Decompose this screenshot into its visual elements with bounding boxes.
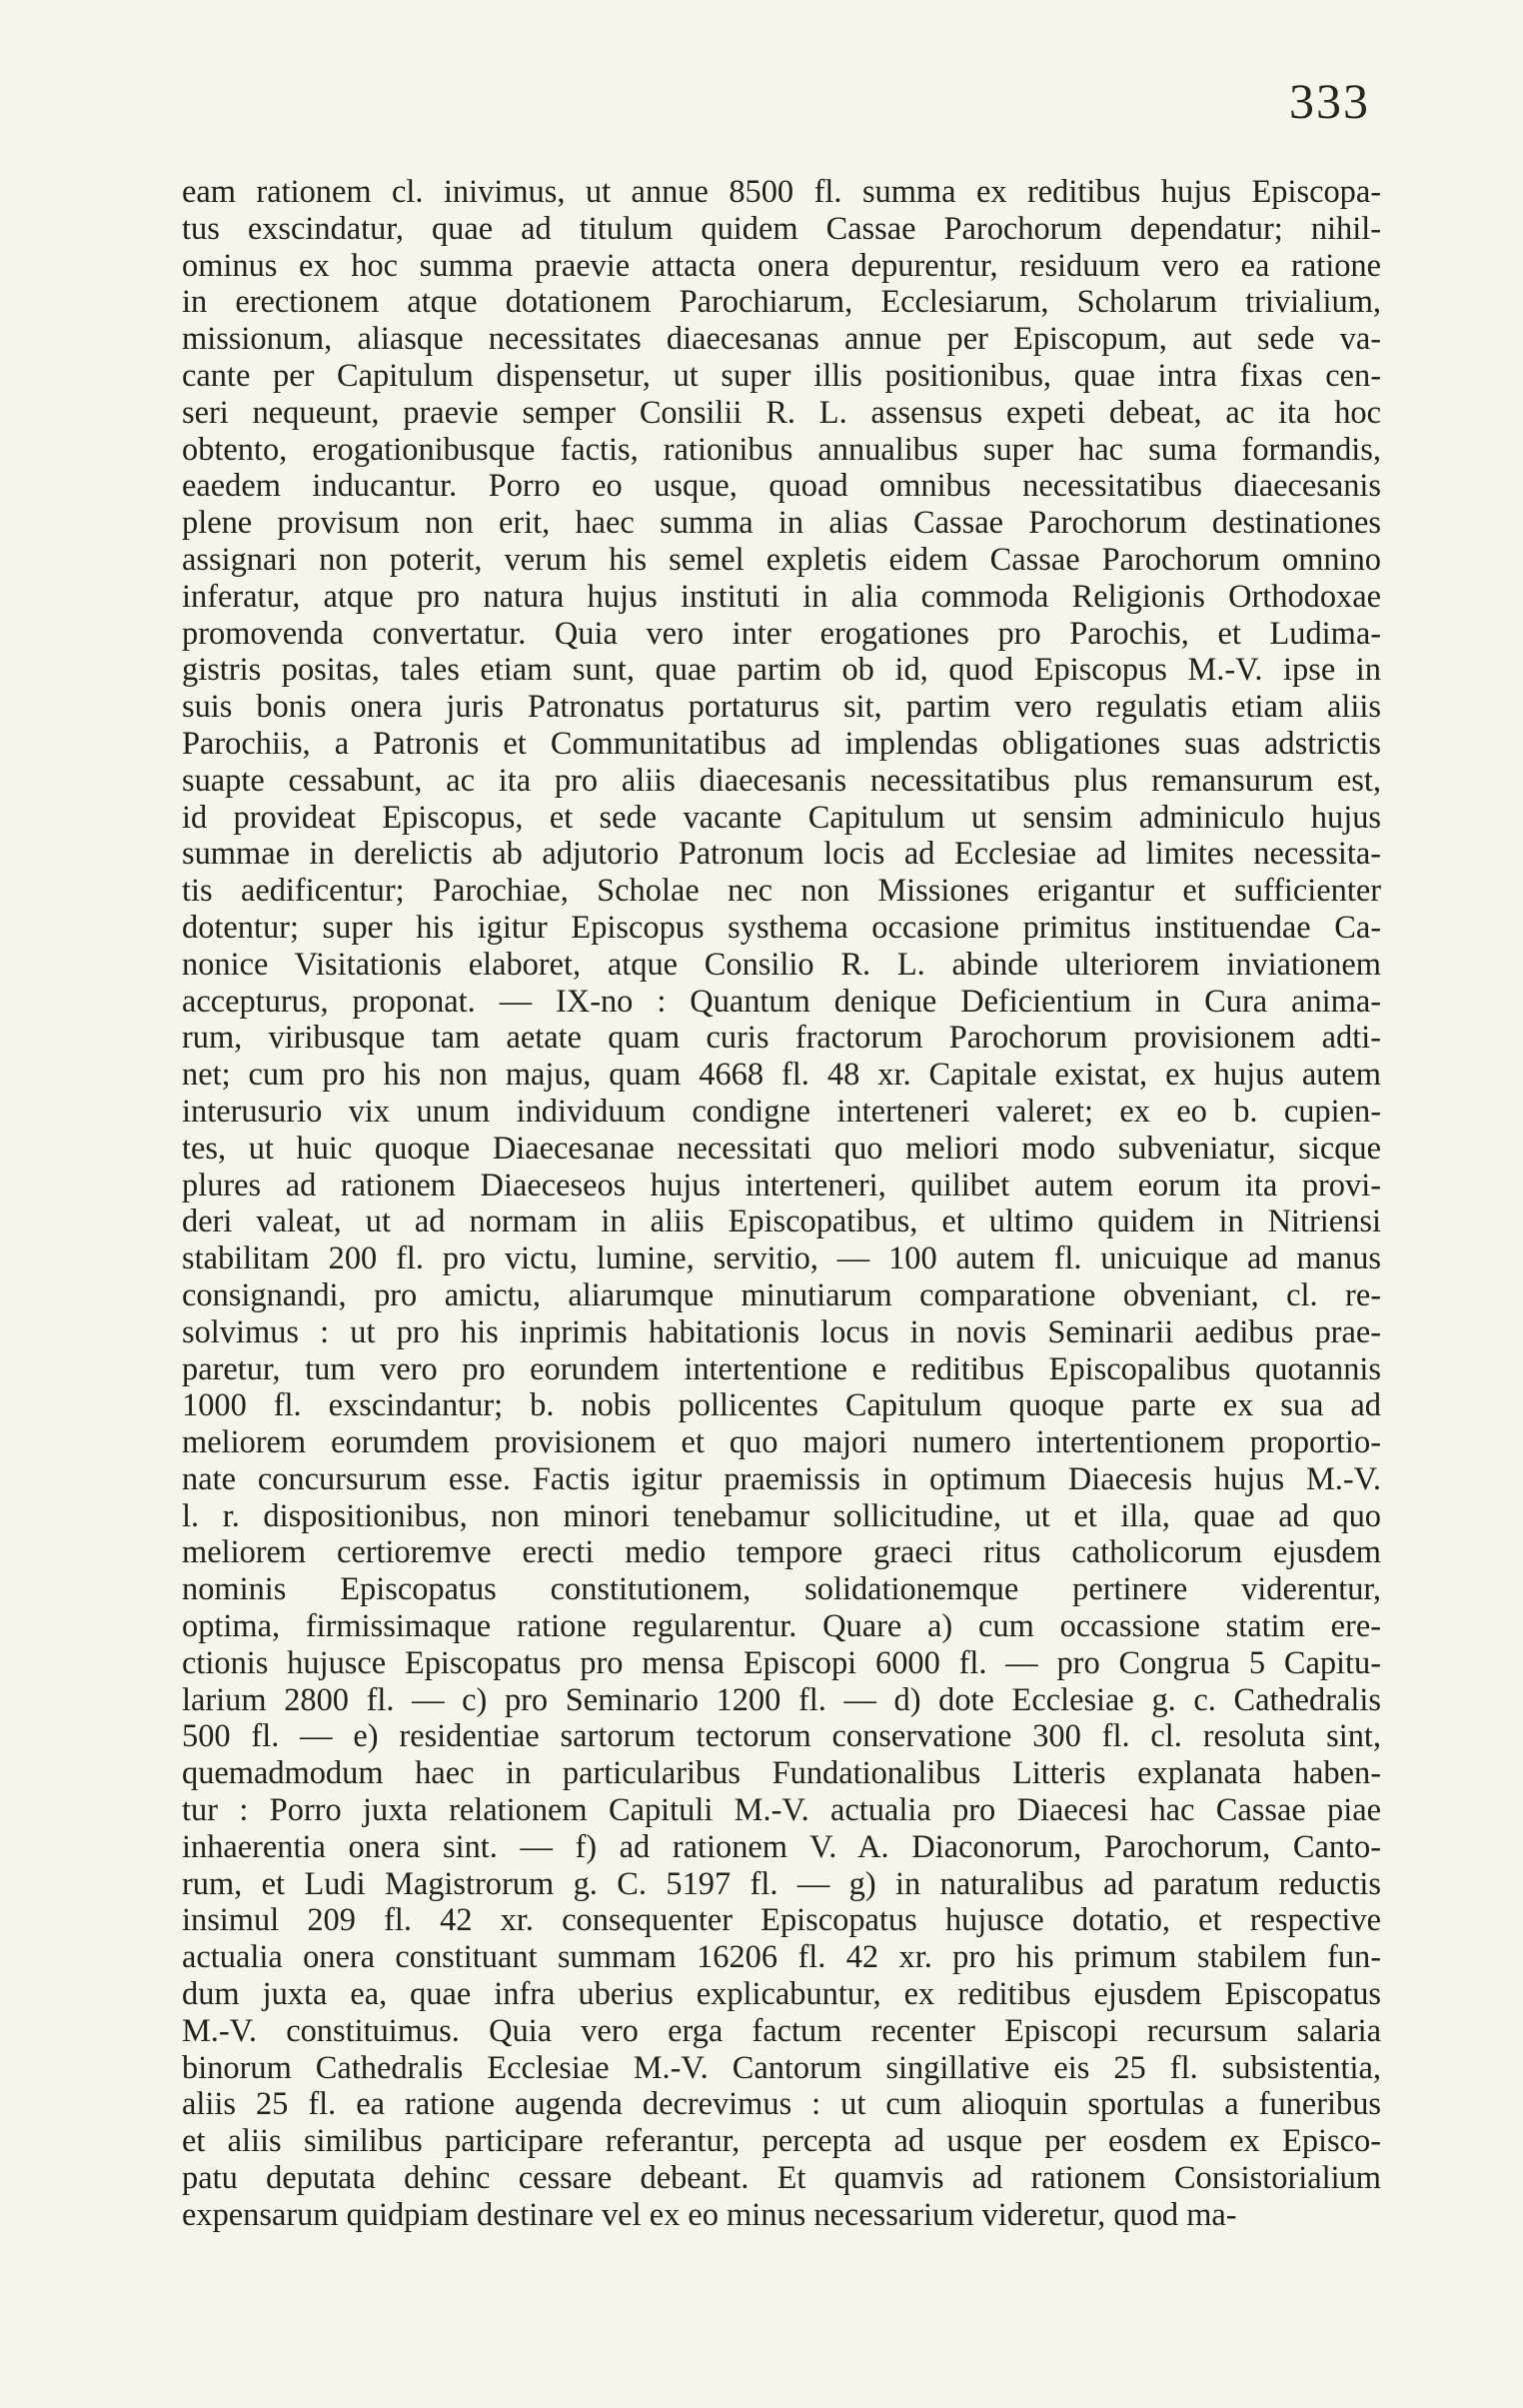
text-line: aliis 25 fl. ea ratione augenda decrevimus : ut cum alioquin sportulas a funeribus <box>182 2086 1381 2123</box>
text-line: inferatur, atque pro natura hujus instituti in alia commoda Religionis Orthodoxae <box>182 578 1381 615</box>
text-line: tis aedificentur; Parochiae, Scholae nec non Missiones erigantur et sufficienter <box>182 873 1381 910</box>
text-line: gistris positas, tales etiam sunt, quae partim ob id, quod Episcopus M.-V. ipse in <box>182 652 1381 689</box>
text-line: obtento, erogationibusque factis, rationibus annualibus super hac suma formandis, <box>182 431 1381 468</box>
text-line: dum juxta ea, quae infra uberius explicabuntur, ex reditibus ejusdem Episcopatus <box>182 1976 1381 2013</box>
text-line: actualia onera constituant summam 16206 fl. 42 xr. pro his primum stabilem fun- <box>182 1939 1381 1976</box>
text-line: Parochiis, a Patronis et Communitatibus ad implendas obligationes suas adstrictis <box>182 725 1381 762</box>
text-line: 1000 fl. exscindantur; b. nobis pollicentes Capitulum quoque parte ex sua ad <box>182 1387 1381 1424</box>
text-line: 500 fl. — e) residentiae sartorum tectorum conservatione 300 fl. cl. resoluta sint, <box>182 1718 1381 1755</box>
text-line: promovenda convertatur. Quia vero inter erogationes pro Parochis, et Ludima- <box>182 615 1381 652</box>
text-line: et aliis similibus participare referantur, percepta ad usque per eosdem ex Episco- <box>182 2123 1381 2160</box>
text-line: binorum Cathedralis Ecclesiae M.-V. Cantorum singillative eis 25 fl. subsistentia, <box>182 2049 1381 2086</box>
text-line: summae in derelictis ab adjutorio Patronum locis ad Ecclesiae ad limites necessita- <box>182 836 1381 873</box>
body-text <box>182 174 1381 2234</box>
text-line: nonice Visitationis elaboret, atque Consilio R. L. abinde ulteriorem inviationem <box>182 946 1381 983</box>
text-line: missionum, aliasque necessitates diaecesanas annue per Episcopum, aut sede va- <box>182 321 1381 358</box>
text-line: stabilitam 200 fl. pro victu, lumine, servitio, — 100 autem fl. unicuique ad manus <box>182 1240 1381 1277</box>
text-line: tes, ut huic quoque Diaecesanae necessitati quo meliori modo subveniatur, sicque <box>182 1130 1381 1167</box>
text-line: nate concursurum esse. Factis igitur praemissis in optimum Diaecesis hujus M.-V. <box>182 1460 1381 1497</box>
text-line: consignandi, pro amictu, aliarumque minutiarum comparatione obveniant, cl. re- <box>182 1276 1381 1313</box>
text-line: dotentur; super his igitur Episcopus systhema occasione primitus instituendae Ca- <box>182 909 1381 946</box>
page-number: 333 <box>1289 73 1370 129</box>
text-line: tur : Porro juxta relationem Capituli M.-V. actualia pro Diaecesi hac Cassae piae <box>182 1792 1381 1829</box>
text-line: l. r. dispositionibus, non minori tenebamur sollicitudine, ut et illa, quae ad quo <box>182 1497 1381 1534</box>
text-line: M.-V. constituimus. Quia vero erga factum recenter Episcopi recursum salaria <box>182 2012 1381 2049</box>
text-line: suis bonis onera juris Patronatus portaturus sit, partim vero regulatis etiam aliis <box>182 689 1381 726</box>
text-line: patu deputata dehinc cessare debeant. Et quamvis ad rationem Consistorialium <box>182 2160 1381 2197</box>
text-line: in erectionem atque dotationem Parochiarum, Ecclesiarum, Scholarum trivialium, <box>182 284 1381 321</box>
text-line: deri valeat, ut ad normam in aliis Episcopatibus, et ultimo quidem in Nitriensi <box>182 1204 1381 1240</box>
text-line: meliorem certioremve erecti medio tempore graeci ritus catholicorum ejusdem <box>182 1534 1381 1571</box>
text-line: paretur, tum vero pro eorundem intertentione e reditibus Episcopalibus quotannis <box>182 1350 1381 1387</box>
text-line: assignari non poterit, verum his semel expletis eidem Cassae Parochorum omnino <box>182 541 1381 578</box>
text-line: larium 2800 fl. — c) pro Seminario 1200 fl. — d) dote Ecclesiae g. c. Cathedralis <box>182 1681 1381 1718</box>
text-line: optima, firmissimaque ratione regularentur. Quare a) cum occassione statim ere- <box>182 1608 1381 1645</box>
text-line: tus exscindatur, quae ad titulum quidem Cassae Parochorum dependatur; nihil- <box>182 210 1381 247</box>
text-line: rum, viribusque tam aetate quam curis fractorum Parochorum provisionem adti- <box>182 1020 1381 1057</box>
text-line: nominis Episcopatus constitutionem, solidationemque pertinere viderentur, <box>182 1571 1381 1608</box>
text-line: plene provisum non erit, haec summa in alias Cassae Parochorum destinationes <box>182 505 1381 542</box>
text-line: eam rationem cl. inivimus, ut annue 8500 fl. summa ex reditibus hujus Episcopa- <box>182 174 1381 210</box>
text-line: quemadmodum haec in particularibus Fundationalibus Litteris explanata haben- <box>182 1755 1381 1792</box>
text-line: expensarum quidpiam destinare vel ex eo minus necessarium videretur, quod ma- <box>182 2196 1237 2233</box>
text-line: eaedem inducantur. Porro eo usque, quoad omnibus necessitatibus diaecesanis <box>182 468 1381 505</box>
text-line: accepturus, proponat. — IX-no : Quantum denique Deficientium in Cura anima- <box>182 983 1381 1020</box>
text-line: interusurio vix unum individuum condigne interteneri valeret; ex eo b. cupien- <box>182 1093 1381 1130</box>
text-line: insimul 209 fl. 42 xr. consequenter Episcopatus hujusce dotatio, et respective <box>182 1902 1381 1939</box>
text-line: solvimus : ut pro his inprimis habitationis locus in novis Seminarii aedibus prae- <box>182 1313 1381 1350</box>
text-line: suapte cessabunt, ac ita pro aliis diaecesanis necessitatibus plus remansurum est, <box>182 762 1381 799</box>
text-line: seri nequeunt, praevie semper Consilii R. L. assensus expeti debeat, ac ita hoc <box>182 394 1381 431</box>
text-line: inhaerentia onera sint. — f) ad rationem V. A. Diaconorum, Parochorum, Canto- <box>182 1828 1381 1865</box>
text-line: rum, et Ludi Magistrorum g. C. 5197 fl. — g) in naturalibus ad paratum reductis <box>182 1865 1381 1902</box>
text-line: cante per Capitulum dispensetur, ut super illis positionibus, quae intra fixas cen- <box>182 357 1381 394</box>
text-line: id provideat Episcopus, et sede vacante Capitulum ut sensim adminiculo hujus <box>182 799 1381 836</box>
text-line: ominus ex hoc summa praevie attacta onera depurentur, residuum vero ea ratione <box>182 247 1381 284</box>
text-line: ctionis hujusce Episcopatus pro mensa Episcopi 6000 fl. — pro Congrua 5 Capitu- <box>182 1644 1381 1681</box>
text-line: meliorem eorumdem provisionem et quo majori numero intertentionem proportio- <box>182 1424 1381 1461</box>
text-line: plures ad rationem Diaeceseos hujus interteneri, quilibet autem eorum ita provi- <box>182 1167 1381 1204</box>
text-line: net; cum pro his non majus, quam 4668 fl. 48 xr. Capitale existat, ex hujus autem <box>182 1057 1381 1094</box>
